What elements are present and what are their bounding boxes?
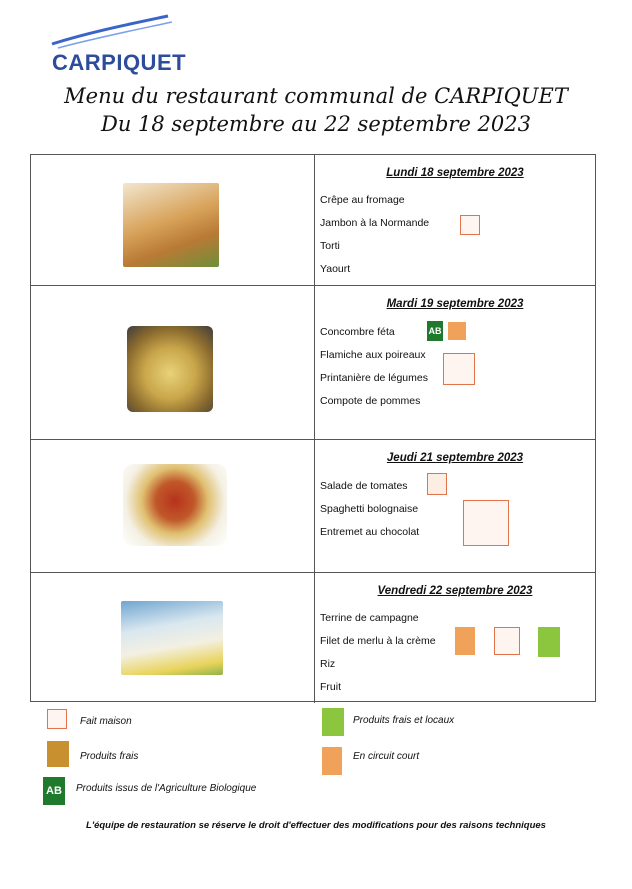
legend-frais: Produits frais (80, 751, 139, 762)
carpiquet-logo (50, 14, 187, 75)
menu-title: Menu du restaurant communal de CARPIQUET (64, 84, 568, 108)
menu-cell (315, 155, 595, 285)
bio-ab-icon: AB (427, 321, 443, 341)
produits-frais-locaux-icon (538, 627, 560, 657)
dish: Concombre féta (320, 326, 395, 338)
dish: Riz (320, 658, 336, 670)
spaghetti-photo (123, 464, 227, 546)
menu-dates: Du 18 septembre au 22 septembre 2023 (100, 112, 532, 136)
dish: Printanière de légumes (320, 372, 428, 384)
fait-maison-icon (47, 709, 67, 729)
fait-maison-icon (463, 500, 509, 546)
day-row-friday (31, 573, 595, 703)
day-row-thursday (31, 440, 595, 573)
logo-text: CARPIQUET (52, 50, 187, 75)
crepe-photo (123, 183, 219, 267)
dish: Salade de tomates (320, 480, 408, 492)
dish: Compote de pommes (320, 395, 421, 407)
legend-circuit-court: En circuit court (353, 751, 420, 762)
day-title: Lundi 18 septembre 2023 (386, 167, 524, 179)
fait-maison-icon (443, 353, 475, 385)
photo-cell (31, 155, 315, 285)
legend-bio: Produits issus de l'Agriculture Biologique (76, 783, 257, 794)
dish: Crêpe au fromage (320, 194, 405, 206)
logo-swoosh-icon (50, 14, 180, 54)
bio-ab-icon: AB (43, 777, 65, 805)
dish: Flamiche aux poireaux (320, 349, 426, 361)
menu-cell (315, 573, 595, 703)
produits-frais-locaux-icon (322, 708, 344, 736)
day-title: Jeudi 21 septembre 2023 (386, 452, 524, 464)
photo-cell (31, 440, 315, 572)
merlu-photo (121, 601, 223, 675)
dish: Torti (320, 240, 340, 252)
circuit-court-icon (427, 473, 447, 495)
menu-table (30, 154, 596, 702)
flamiche-photo (127, 326, 213, 412)
circuit-court-icon (322, 747, 342, 775)
dish: Jambon à la Normande (320, 217, 430, 229)
dish: Fruit (320, 681, 341, 693)
dish: Filet de merlu à la crème (320, 635, 436, 647)
dish: Yaourt (320, 263, 351, 275)
dish: Terrine de campagne (320, 612, 419, 624)
day-row-tuesday (31, 286, 595, 440)
produits-frais-icon (47, 741, 69, 767)
menu-cell (315, 440, 595, 572)
day-title: Vendredi 22 septembre 2023 (377, 585, 533, 597)
day-title: Mardi 19 septembre 2023 (386, 298, 524, 310)
circuit-court-icon (448, 322, 466, 340)
legend-fait-maison: Fait maison (80, 716, 132, 727)
photo-cell (31, 573, 315, 703)
fait-maison-icon (494, 627, 520, 655)
menu-cell (315, 286, 595, 439)
photo-cell (31, 286, 315, 439)
legend-frais-locaux: Produits frais et locaux (353, 715, 455, 726)
dish: Spaghetti bolognaise (320, 503, 419, 515)
fait-maison-icon (460, 215, 480, 235)
day-row-monday (31, 155, 595, 286)
footer-note: L'équipe de restauration se réserve le droit d'effectuer des modifications pour des raisons techniques (86, 820, 546, 831)
dish: Entremet au chocolat (320, 526, 420, 538)
circuit-court-icon (455, 627, 475, 655)
